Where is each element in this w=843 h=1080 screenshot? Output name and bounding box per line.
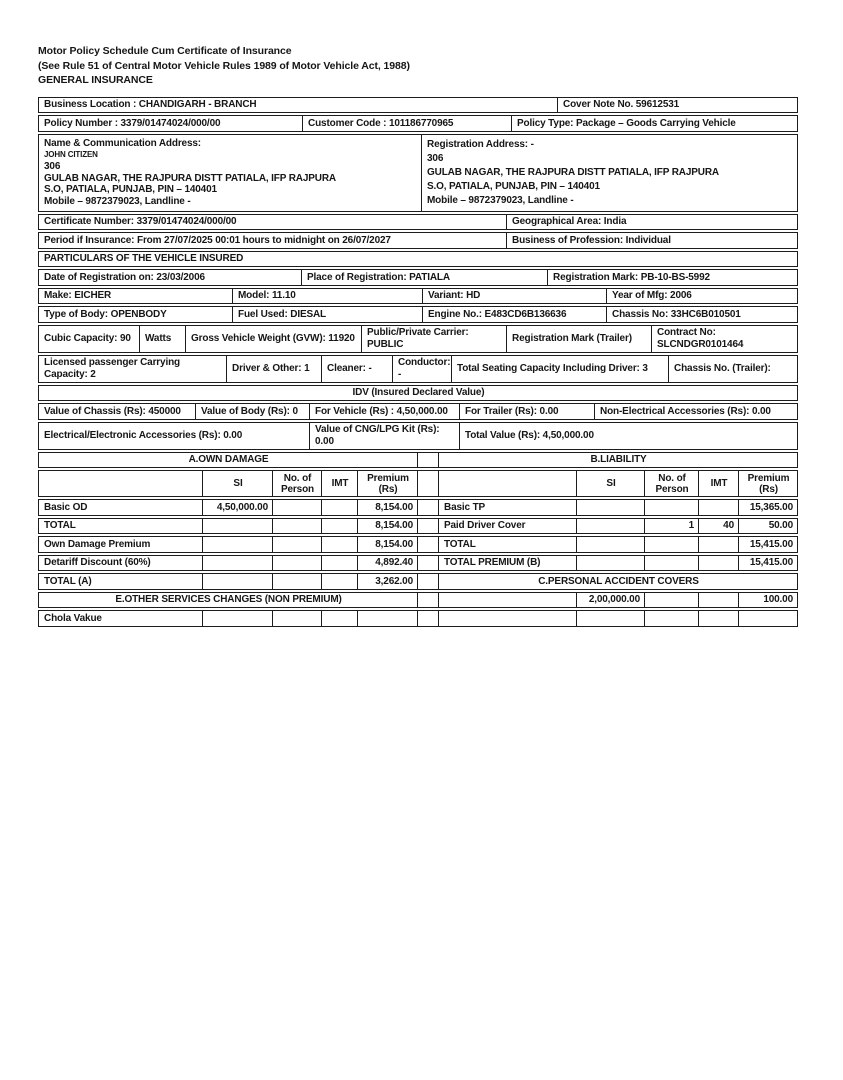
non-electrical-accessories-cell: Non-Electrical Accessories (Rs): 0.00 xyxy=(594,404,797,419)
communication-address-line: Mobile – 9872379023, Landline - xyxy=(44,196,191,208)
row-make-model xyxy=(38,288,798,305)
od-imt-header-cell: IMT xyxy=(321,471,357,496)
row-addresses xyxy=(38,134,798,212)
od-label-cell: Detariff Discount (60%) xyxy=(44,557,151,569)
year-of-mfg-cell: Year of Mfg: 2006 xyxy=(606,289,797,304)
od-no-of-person-cell xyxy=(272,500,321,515)
tp-si-header-cell: SI xyxy=(576,471,644,496)
idv-header-cell: IDV (Insured Declared Value) xyxy=(352,387,485,399)
pa-no-of-person-cell xyxy=(644,593,698,608)
cleaner-cell: Cleaner: - xyxy=(321,356,392,382)
tp-no-of-person-header-cell: No. of Person xyxy=(644,471,698,496)
row-idv-values-2 xyxy=(38,422,798,450)
pa-imt-cell xyxy=(698,593,738,608)
registration-mark-trailer-cell: Registration Mark (Trailer) xyxy=(506,326,651,352)
other-services-header-cell: E.OTHER SERVICES CHANGES (NON PREMIUM) xyxy=(115,594,342,606)
liability-header-cell: B.LIABILITY xyxy=(438,453,797,468)
tp-imt-cell xyxy=(698,537,738,552)
model-cell: Model: 11.10 xyxy=(232,289,422,304)
od-premium-cell xyxy=(357,611,417,626)
licensed-capacity-cell: Licensed passenger Carrying Capacity: 2 xyxy=(44,357,181,380)
spacer-cell xyxy=(417,574,438,589)
pa-si-cell: 2,00,000.00 xyxy=(576,593,644,608)
od-label-header-cell xyxy=(39,471,202,496)
make-cell: Make: EICHER xyxy=(44,290,112,302)
registration-mark-cell: Registration Mark: PB-10-BS-5992 xyxy=(547,270,797,285)
insured-name: JOHN CITIZEN xyxy=(44,150,98,160)
od-label-cell: TOTAL xyxy=(44,520,76,532)
row-policy-number xyxy=(38,115,798,132)
od-no-of-person-cell xyxy=(272,537,321,552)
cng-kit-cell: Value of CNG/LPG Kit (Rs): 0.00 xyxy=(309,423,459,449)
policy-number-cell: Policy Number : 3379/01474024/000/00 xyxy=(44,117,221,129)
communication-address-line: S.O, PATIALA, PUNJAB, PIN – 140401 xyxy=(44,184,217,196)
od-imt-cell xyxy=(321,611,357,626)
od-no-of-person-cell xyxy=(272,556,321,571)
row-chola xyxy=(38,610,798,627)
row-certificate xyxy=(38,214,798,231)
tp-si-cell xyxy=(576,556,644,571)
tp-si-cell xyxy=(576,519,644,534)
tp-imt-cell xyxy=(698,611,738,626)
registration-address-line: GULAB NAGAR, THE RAJPURA DISTT PATIALA, IFP RAJPURA xyxy=(427,166,719,178)
registration-address-cell xyxy=(421,135,797,211)
premium-row xyxy=(38,499,798,516)
business-location-cell: Business Location : CHANDIGARH - BRANCH xyxy=(44,99,257,110)
row-business-location xyxy=(38,97,798,114)
value-of-body-cell: Value of Body (Rs): 0 xyxy=(195,404,309,419)
row-registration xyxy=(38,269,798,286)
tp-premium-cell: 50.00 xyxy=(738,519,797,534)
od-premium-header-cell: Premium (Rs) xyxy=(357,471,417,496)
spacer-cell xyxy=(417,537,438,552)
od-si-cell xyxy=(202,611,272,626)
tp-imt-cell: 40 xyxy=(698,519,738,534)
tp-premium-cell xyxy=(738,611,797,626)
driver-other-cell: Driver & Other: 1 xyxy=(226,356,321,382)
total-value-cell: Total Value (Rs): 4,50,000.00 xyxy=(459,423,797,449)
od-no-of-person-header-cell: No. of Person xyxy=(272,471,321,496)
od-premium-cell: 8,154.00 xyxy=(357,500,417,515)
tp-no-of-person-cell xyxy=(644,537,698,552)
certificate-number-cell: Certificate Number: 3379/01474024/000/00 xyxy=(44,216,237,228)
total-a-value-cell: 3,262.00 xyxy=(357,574,417,589)
insurer-name: GENERAL INSURANCE xyxy=(38,74,153,86)
title-block xyxy=(38,44,798,88)
for-vehicle-cell: For Vehicle (Rs) : 4,50,000.00 xyxy=(309,404,459,419)
period-of-insurance-cell: Period if Insurance: From 27/07/2025 00:01 hours to midnight on 26/07/2027 xyxy=(44,234,391,246)
spacer-cell xyxy=(417,556,438,571)
row-other-services xyxy=(38,592,798,609)
od-premium-cell: 8,154.00 xyxy=(357,537,417,552)
row-premium-column-headers xyxy=(38,470,798,497)
page-title: Motor Policy Schedule Cum Certificate of Insurance xyxy=(38,45,292,57)
pa-label-cell xyxy=(438,593,576,608)
od-no-of-person-cell xyxy=(272,611,321,626)
carrier-cell: Public/Private Carrier: PUBLIC xyxy=(361,326,506,352)
communication-address-line: GULAB NAGAR, THE RAJPURA DISTT PATIALA, IFP RAJPURA xyxy=(44,172,336,184)
spacer-cell xyxy=(417,519,438,534)
od-no-of-person-cell xyxy=(272,519,321,534)
customer-code-cell: Customer Code : 101186770965 xyxy=(302,116,511,131)
tp-label-cell: Paid Driver Cover xyxy=(438,519,576,534)
chola-label-cell: Chola Vakue xyxy=(44,612,102,624)
spacer-cell xyxy=(417,500,438,515)
spacer-cell xyxy=(417,471,438,496)
geographical-area-cell: Geographical Area: India xyxy=(506,215,797,230)
od-label-cell: Own Damage Premium xyxy=(44,538,151,550)
tp-no-of-person-cell xyxy=(644,556,698,571)
od-si-cell xyxy=(202,519,272,534)
od-imt-cell xyxy=(321,500,357,515)
tp-premium-cell: 15,415.00 xyxy=(738,537,797,552)
row-cubic-capacity xyxy=(38,325,798,353)
od-imt-cell xyxy=(321,537,357,552)
row-idv-header xyxy=(38,385,798,402)
particulars-header-cell: PARTICULARS OF THE VEHICLE INSURED xyxy=(44,253,244,265)
communication-address-title: Name & Communication Address: xyxy=(44,137,201,149)
document-body xyxy=(38,44,798,627)
tp-label-cell: TOTAL xyxy=(438,537,576,552)
date-of-registration-cell: Date of Registration on: 23/03/2006 xyxy=(44,271,205,283)
od-premium-cell: 8,154.00 xyxy=(357,519,417,534)
own-damage-header-cell: A.OWN DAMAGE xyxy=(188,454,269,466)
tp-premium-cell: 15,415.00 xyxy=(738,556,797,571)
fuel-used-cell: Fuel Used: DIESAL xyxy=(232,307,422,322)
tp-imt-header-cell: IMT xyxy=(698,471,738,496)
registration-address-title: Registration Address: - xyxy=(427,138,534,150)
premium-row xyxy=(38,555,798,572)
policy-type-cell: Policy Type: Package – Goods Carrying Vehicle xyxy=(511,116,797,131)
business-profession-cell: Business of Profession: Individual xyxy=(506,233,797,248)
tp-imt-cell xyxy=(698,500,738,515)
tp-no-of-person-cell xyxy=(644,611,698,626)
conductor-cell: Conductor: - xyxy=(392,356,451,382)
variant-cell: Variant: HD xyxy=(422,289,606,304)
row-idv-values-1 xyxy=(38,403,798,420)
communication-address-line: 306 xyxy=(44,160,61,172)
tp-label-header-cell xyxy=(438,471,576,496)
tp-imt-cell xyxy=(698,556,738,571)
od-imt-cell xyxy=(321,519,357,534)
engine-no-cell: Engine No.: E483CD6B136636 xyxy=(422,307,606,322)
tp-no-of-person-cell: 1 xyxy=(644,519,698,534)
page-subtitle: (See Rule 51 of Central Motor Vehicle Rules 1989 of Motor Vehicle Act, 1988) xyxy=(38,59,410,72)
od-premium-cell: 4,892.40 xyxy=(357,556,417,571)
personal-accident-header-cell: C.PERSONAL ACCIDENT COVERS xyxy=(438,574,797,589)
for-trailer-cell: For Trailer (Rs): 0.00 xyxy=(459,404,594,419)
od-label-cell: Basic OD xyxy=(44,501,88,513)
communication-address-cell xyxy=(39,135,421,211)
registration-address-line: 306 xyxy=(427,152,444,164)
pa-premium-cell: 100.00 xyxy=(738,593,797,608)
place-of-registration-cell: Place of Registration: PATIALA xyxy=(301,270,547,285)
row-total-a xyxy=(38,573,798,590)
od-si-cell xyxy=(202,556,272,571)
cover-note-cell: Cover Note No. 59612531 xyxy=(557,98,797,113)
registration-address-line: S.O, PATIALA, PUNJAB, PIN – 140401 xyxy=(427,180,600,192)
tp-label-cell: Basic TP xyxy=(438,500,576,515)
spacer-cell xyxy=(417,593,438,608)
od-si-cell xyxy=(202,537,272,552)
spacer-cell xyxy=(417,453,438,468)
chassis-trailer-cell: Chassis No. (Trailer): xyxy=(668,356,797,382)
tp-premium-header-cell: Premium (Rs) xyxy=(738,471,797,496)
chassis-no-cell: Chassis No: 33HC6B010501 xyxy=(606,307,797,322)
row-period xyxy=(38,232,798,249)
row-particulars-header xyxy=(38,251,798,268)
tp-si-cell xyxy=(576,500,644,515)
row-seating xyxy=(38,355,798,383)
premium-row xyxy=(38,518,798,535)
od-imt-cell xyxy=(321,556,357,571)
od-imt-cell xyxy=(321,574,357,589)
row-body-fuel xyxy=(38,306,798,323)
watts-cell: Watts xyxy=(139,326,185,352)
tp-label-cell xyxy=(438,611,576,626)
registration-address-line: Mobile – 9872379023, Landline - xyxy=(427,194,574,206)
od-si-header-cell: SI xyxy=(202,471,272,496)
contract-no-cell: Contract No: SLCNDGR0101464 xyxy=(651,326,797,352)
cubic-capacity-cell: Cubic Capacity: 90 xyxy=(44,333,131,345)
od-no-of-person-cell xyxy=(272,574,321,589)
tp-no-of-person-cell xyxy=(644,500,698,515)
electrical-accessories-cell: Electrical/Electronic Accessories (Rs): 0.00 xyxy=(44,430,243,442)
tp-premium-cell: 15,365.00 xyxy=(738,500,797,515)
tp-si-cell xyxy=(576,611,644,626)
od-si-cell: 4,50,000.00 xyxy=(202,500,272,515)
tp-si-cell xyxy=(576,537,644,552)
total-a-label-cell: TOTAL (A) xyxy=(44,575,92,587)
gvw-cell: Gross Vehicle Weight (GVW): 11920 xyxy=(185,326,361,352)
row-premium-section-headers xyxy=(38,452,798,469)
spacer-cell xyxy=(417,611,438,626)
od-si-cell xyxy=(202,574,272,589)
value-of-chassis-cell: Value of Chassis (Rs): 450000 xyxy=(44,405,181,417)
tp-label-cell: TOTAL PREMIUM (B) xyxy=(438,556,576,571)
total-seating-cell: Total Seating Capacity Including Driver: 3 xyxy=(451,356,668,382)
type-of-body-cell: Type of Body: OPENBODY xyxy=(44,308,167,320)
premium-row xyxy=(38,536,798,553)
